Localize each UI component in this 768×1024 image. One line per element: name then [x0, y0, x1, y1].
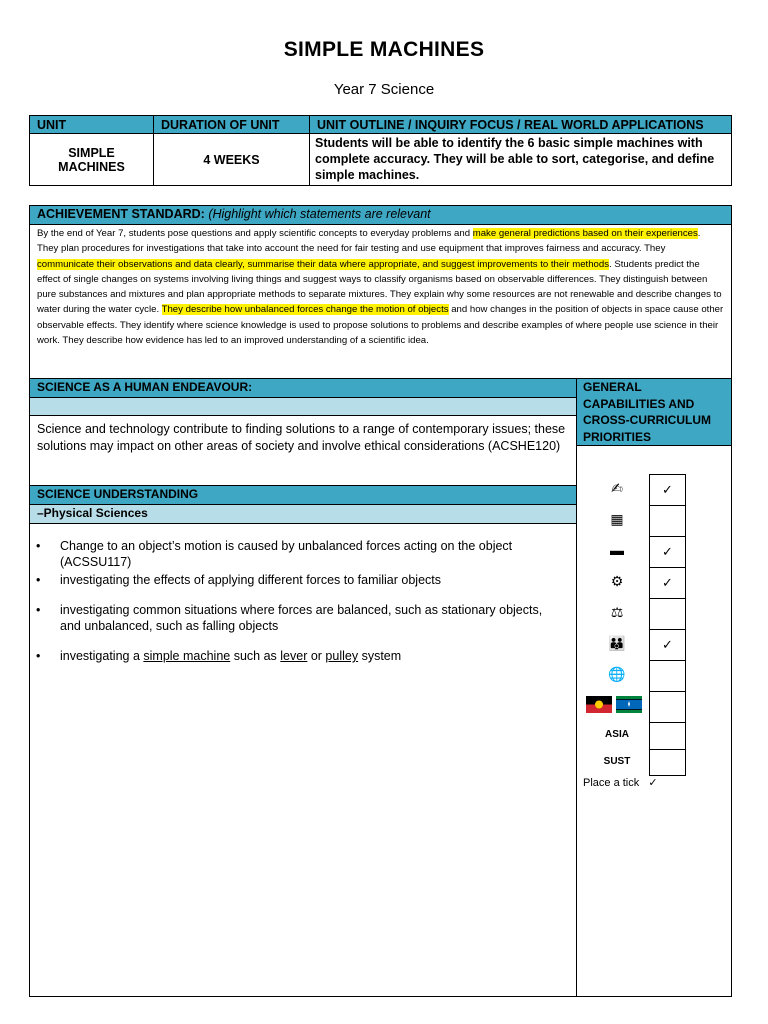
tick-box[interactable]	[649, 749, 686, 776]
highlighted-statement: make general predictions based on their experiences	[472, 228, 698, 239]
underlined-term: lever	[280, 649, 308, 663]
numeracy-icon: ▦	[610, 511, 624, 527]
tick-box[interactable]: ✓	[649, 567, 686, 598]
main-section	[29, 378, 732, 997]
ethical-understanding-icon: ⚖	[610, 604, 624, 620]
tick-box[interactable]	[649, 722, 686, 749]
unit-cell	[30, 134, 154, 186]
intercultural-row	[577, 660, 731, 691]
su-heading: SCIENCE UNDERSTANDING	[30, 485, 576, 505]
text: or	[307, 649, 326, 663]
list-item: • Change to an object’s motion is caused by unbalanced forces acting on the object (ACSSU117)	[36, 538, 566, 570]
highlighted-statement: communicate their observations and data clearly, summarise their data where appropriate, and suggest improvements to their methods	[37, 258, 610, 270]
indigenous-flags-icon	[583, 695, 645, 713]
duration-cell: 4 WEEKS	[154, 134, 310, 186]
achievement-heading-label: ACHIEVEMENT STANDARD:	[37, 207, 205, 221]
achievement-standard	[29, 205, 732, 379]
critical-thinking-row	[577, 567, 731, 598]
asia-label: ASIA	[605, 729, 629, 740]
ethical-understanding-row	[577, 598, 731, 629]
su-subheading: –Physical Sciences	[30, 505, 576, 524]
tick-box[interactable]	[649, 505, 686, 536]
ict-icon: ▬	[610, 542, 624, 558]
personal-social-row	[577, 629, 731, 660]
content-column	[30, 379, 577, 996]
aboriginal-flag-icon	[586, 696, 612, 713]
achievement-heading-note: (Highlight which statements are relevant	[208, 207, 431, 221]
indigenous-row	[577, 691, 731, 722]
text: investigating a	[60, 649, 144, 663]
torres-strait-flag-icon	[616, 696, 642, 713]
capabilities-column	[577, 379, 731, 996]
list-item: • investigating the effects of applying different forces to familiar objects	[36, 572, 566, 588]
she-heading: SCIENCE AS A HUMAN ENDEAVOUR:	[30, 379, 576, 398]
achievement-text-part: By the end of Year 7, students pose questions and apply scientific concepts to everyday problems and	[37, 228, 473, 239]
sust-label: SUST	[603, 756, 631, 767]
capabilities-grid	[577, 474, 731, 776]
place-tick-note	[583, 776, 658, 789]
list-item	[36, 648, 566, 664]
achievement-text-part: . Students predict the effect of single changes on systems involving living things and suggest ways to classify organisms based on observable differences. They distinguish between pure substances and mixtures and plan appropriate methods to separate mixtures. They explain why some resources are not renewable and describe changes to water during the water cycle.	[37, 258, 722, 316]
unit-header: UNIT	[30, 116, 154, 134]
tick-box[interactable]	[649, 660, 686, 691]
she-text: Science and technology contribute to finding solutions to a range of contemporary issues; these solutions may impact on other areas of society and involve ethical considerations (ACSHE120)	[37, 422, 566, 453]
outline-header: UNIT OUTLINE / INQUIRY FOCUS / REAL WORLD APPLICATIONS	[310, 116, 732, 134]
achievement-text	[30, 225, 731, 349]
text: system	[358, 649, 402, 663]
tick-box[interactable]: ✓	[649, 629, 686, 660]
sust-row	[577, 749, 731, 776]
personal-social-icon: 👪	[608, 635, 626, 651]
gc-heading: GENERAL CAPABILITIES AND CROSS-CURRICULUM PRIORITIES	[577, 379, 731, 446]
ict-row	[577, 536, 731, 567]
intercultural-icon: 🌐	[608, 666, 626, 682]
underlined-term: simple machine	[143, 649, 231, 663]
highlighted-statement: They describe how unbalanced forces change the motion of objects	[161, 304, 449, 316]
su-list	[30, 524, 576, 664]
tick-box[interactable]: ✓	[649, 536, 686, 567]
asia-row	[577, 722, 731, 749]
tick-box[interactable]	[649, 598, 686, 629]
unit-name-line1: SIMPLE	[68, 145, 115, 160]
unit-name-line2: MACHINES	[58, 159, 125, 174]
achievement-text-part: and how changes in the position of objects in space cause other observable effects. They identify where science knowledge is used to propose solutions to problems and describe examples of where people use science in their work. They describe how evidence has led to an improved understanding of a scientific idea.	[37, 304, 724, 347]
tick-icon: ✓	[648, 777, 658, 789]
achievement-text-part: . They plan procedures for investigations that take into account the need for fair testing and use equipment that improves fairness and accuracy. They	[37, 228, 701, 255]
list-item: • investigating common situations where forces are balanced, such as stationary objects, and unbalanced, such as falling objects	[36, 602, 566, 634]
achievement-heading	[30, 206, 731, 225]
underlined-term: pulley	[325, 649, 359, 663]
place-tick-label: Place a tick	[583, 777, 640, 789]
tick-box[interactable]	[649, 691, 686, 722]
she-blank-band	[30, 398, 576, 416]
tick-box[interactable]: ✓	[649, 474, 686, 505]
critical-thinking-icon: ⚙	[610, 573, 624, 589]
unit-table	[29, 115, 732, 186]
literacy-icon: ✍	[611, 480, 623, 496]
text: such as	[230, 649, 281, 663]
page-subtitle: Year 7 Science	[333, 81, 435, 98]
numeracy-row	[577, 505, 731, 536]
page-title: SIMPLE MACHINES	[283, 38, 485, 61]
duration-header: DURATION OF UNIT	[154, 116, 310, 134]
literacy-row	[577, 474, 731, 505]
outline-cell: Students will be able to identify the 6 basic simple machines with complete accuracy. They will be able to sort, categorise, and define simple machines.	[310, 134, 732, 186]
